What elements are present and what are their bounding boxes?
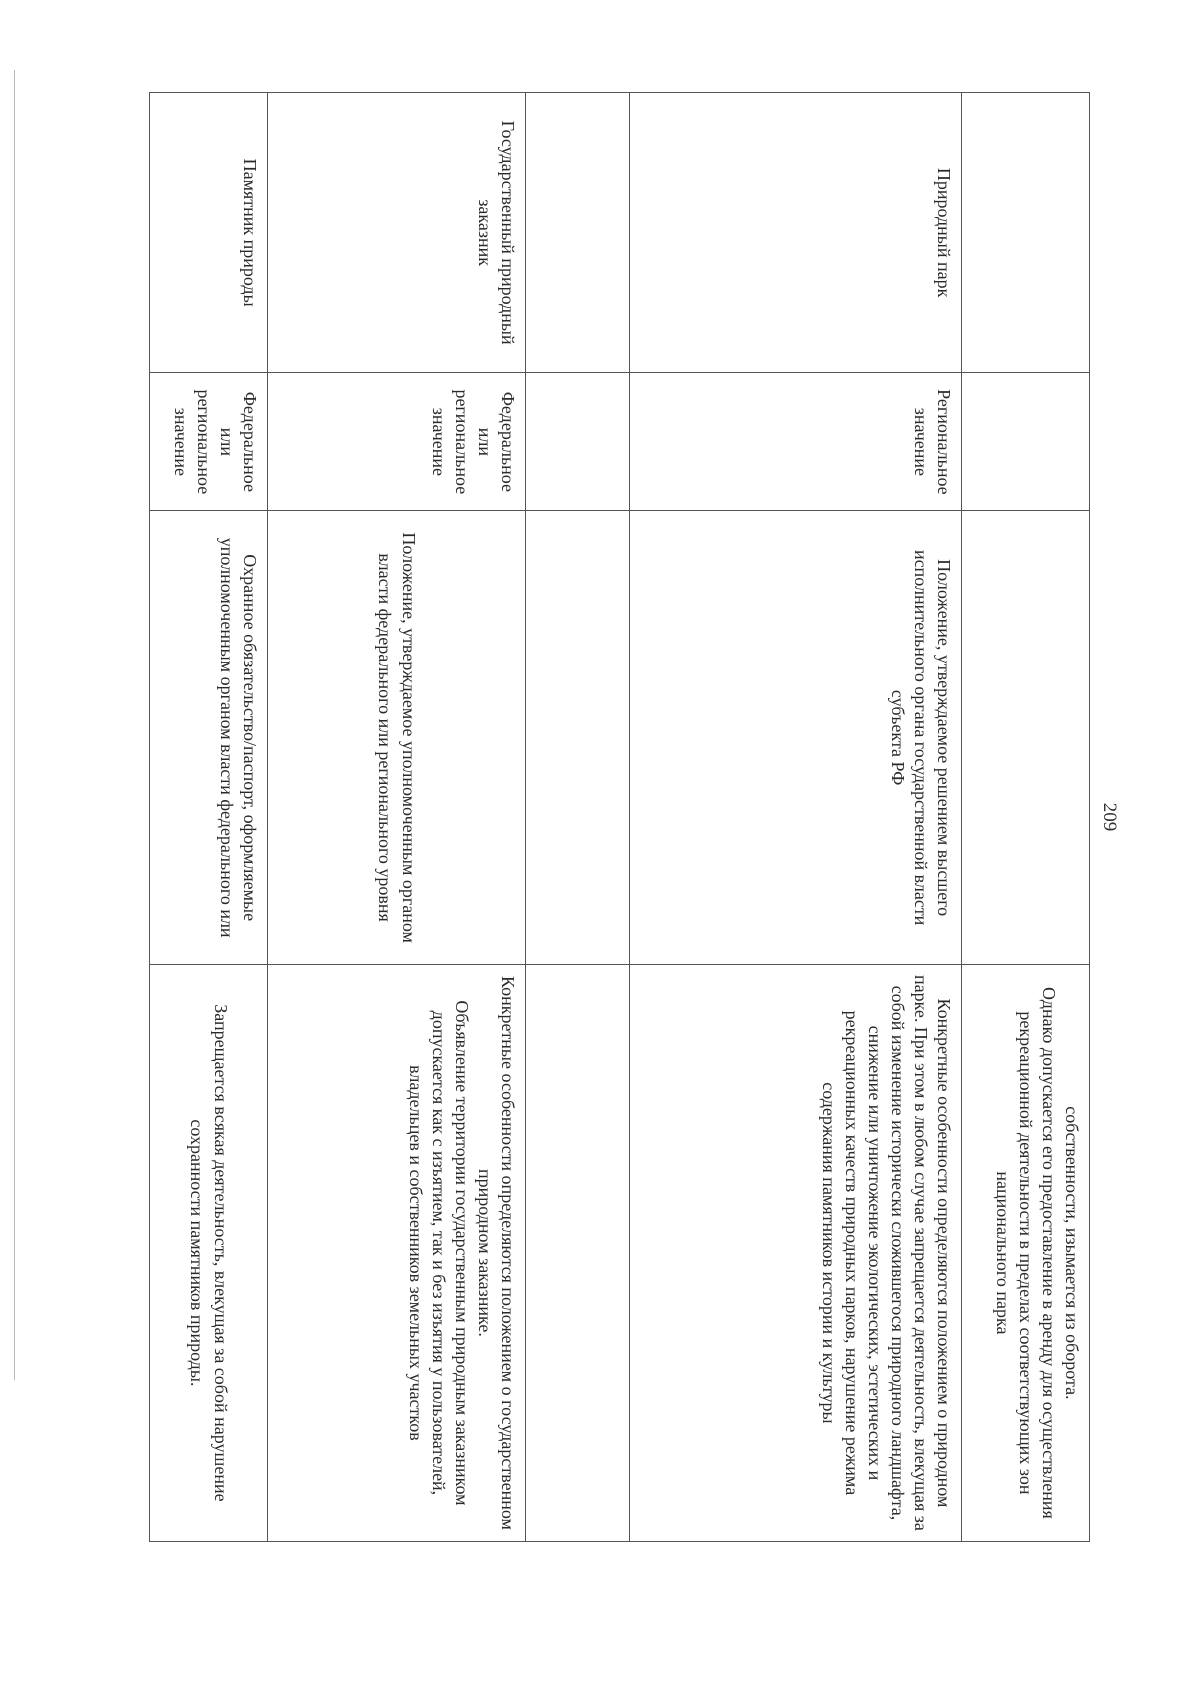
cell-type: Памятник природы [150,93,268,373]
cell-type: Государственный природный заказник [268,93,526,373]
features-paragraph: собственности, изымается из оборота. [1062,1106,1082,1400]
cell-document: Положение, утверждаемое решением высшего исполнительного органа государственной власти субъекта РФ [630,511,962,964]
cell-features [150,964,268,1541]
features-paragraph: Объявление территории государственным природным заказником допускается как с изъятием, так и без изъятия у пользователей, владельцев и собственников земельных участков [405,1000,472,1506]
protected-areas-table [149,92,1090,1542]
cell-significance: Федеральное или региональное значение [268,373,526,511]
features-paragraph: Конкретные особенности определяются положением о природном парке. При этом в любом случае запрещается деятельность, влекущая за собой изменение исторически сложившегося природного ландшафта, снижение или уничтожение экологических, эстетических и рекреационных качеств природных парков, нарушение режима содержания памятников истории и культуры [818,975,954,1531]
table-row [526,93,630,1542]
features-paragraph: Однако допускается его предоставление в аренду для осуществления рекреационной деятельности в пределах соответствующих зон национального парка [992,987,1059,1519]
cell-empty [526,511,630,964]
cell-document [962,511,1090,964]
features-paragraph: Запрещается всякая деятельность, влекущая за собой нарушение сохранности памятников природы. [187,1004,231,1502]
rotated-page [114,92,1124,1542]
cell-features [962,964,1090,1541]
cell-features [630,964,962,1541]
cell-document: Положение, утверждаемое уполномоченным органом власти федерального или регионального уровня [268,511,526,964]
cell-type: Природный парк [630,93,962,373]
cell-significance [962,373,1090,511]
cell-significance: Региональное значение [630,373,962,511]
table-row [150,93,268,1542]
cell-empty [526,93,630,373]
table-row [962,93,1090,1542]
cell-features [268,964,526,1541]
cell-type [962,93,1090,373]
cell-significance: Федеральное или региональное значение [150,373,268,511]
page-number: 209 [1099,802,1120,832]
table-row [630,93,962,1542]
scan-edge-line [14,70,15,1380]
table-row [268,93,526,1542]
features-paragraph: Конкретные особенности определяются положением о государственном природном заказнике. [474,975,518,1530]
cell-empty [526,373,630,511]
cell-empty [526,964,630,1541]
cell-document: Охранное обязательство/паспорт, оформляемые уполномоченным органом власти федерального или [150,511,268,964]
